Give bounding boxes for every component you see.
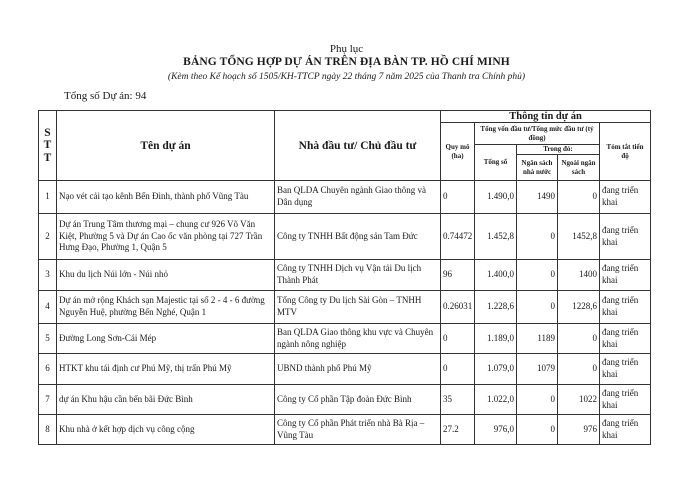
cell-scale: 27.2 <box>441 415 475 445</box>
col-stt: STT <box>39 111 57 181</box>
cell-status: đang triển khai <box>600 214 651 260</box>
cell-investor: Ban QLDA Chuyên ngành Giao thông và Dân dụng <box>275 181 441 214</box>
col-status: Tóm tắt tiến độ <box>600 123 651 181</box>
cell-total: 1.189,0 <box>475 324 517 354</box>
table-row <box>39 260 651 291</box>
cell-investor: UBND thành phố Phú Mỹ <box>275 354 441 385</box>
cell-status: đang triển khai <box>600 260 651 291</box>
cell-stt: 5 <box>39 324 57 354</box>
cell-state: 0 <box>517 260 558 291</box>
cell-investor: Công ty Cổ phần Tập đoàn Đức Bình <box>275 385 441 415</box>
col-of-which: Trong đó: <box>517 145 600 155</box>
cell-project: Nạo vét cải tạo kênh Bến Đình, thành phố Vũng Tàu <box>57 181 275 214</box>
projects-table <box>38 110 651 445</box>
table-row <box>39 214 651 260</box>
cell-non-state: 0 <box>558 181 600 214</box>
table-row <box>39 181 651 214</box>
cell-scale: 0 <box>441 181 475 214</box>
table-row <box>39 385 651 415</box>
col-project: Tên dự án <box>57 111 275 181</box>
cell-project: dự án Khu hậu cần bến bãi Đức Bình <box>57 385 275 415</box>
cell-stt: 2 <box>39 214 57 260</box>
cell-investor: Tổng Công ty Du lịch Sài Gòn – TNHH MTV <box>275 291 441 324</box>
col-capital-group: Tổng vốn đầu tư/Tổng mức đầu tư (tỷ đồng) <box>475 123 600 145</box>
cell-investor: Công ty TNHH Dịch vụ Vận tải Du lịch Thành Phát <box>275 260 441 291</box>
total-projects: Tổng số Dự án: 94 <box>64 90 147 102</box>
cell-non-state: 0 <box>558 324 600 354</box>
cell-state: 0 <box>517 415 558 445</box>
cell-investor: Công ty Cổ phần Phát triển nhà Bà Rịa – Vũng Tàu <box>275 415 441 445</box>
cell-total: 1.452,8 <box>475 214 517 260</box>
cell-total: 976,0 <box>475 415 517 445</box>
cell-scale: 0.26031 <box>441 291 475 324</box>
cell-total: 1.228,6 <box>475 291 517 324</box>
cell-scale: 0.74472 <box>441 214 475 260</box>
cell-project: Đường Long Sơn-Cái Mép <box>57 324 275 354</box>
cell-total: 1.079,0 <box>475 354 517 385</box>
cell-project: Dự án mở rộng Khách sạn Majestic tại số 2 - 4 - 6 đường Nguyễn Huệ, phường Bến Nghé, Quận 1 <box>57 291 275 324</box>
cell-scale: 35 <box>441 385 475 415</box>
cell-non-state: 1452,8 <box>558 214 600 260</box>
cell-state: 0 <box>517 214 558 260</box>
cell-investor: Công ty TNHH Bất động sản Tam Đức <box>275 214 441 260</box>
cell-stt: 6 <box>39 354 57 385</box>
cell-scale: 0 <box>441 354 475 385</box>
cell-total: 1.400,0 <box>475 260 517 291</box>
cell-non-state: 1022 <box>558 385 600 415</box>
cell-state: 0 <box>517 385 558 415</box>
cell-total: 1.022,0 <box>475 385 517 415</box>
cell-status: đang triển khai <box>600 291 651 324</box>
cell-project: Khu du lịch Núi lớn - Núi nhỏ <box>57 260 275 291</box>
cell-status: đang triển khai <box>600 181 651 214</box>
cell-state: 1079 <box>517 354 558 385</box>
cell-status: đang triển khai <box>600 415 651 445</box>
table-row <box>39 291 651 324</box>
cell-project: HTKT khu tái định cư Phú Mỹ, thị trấn Phú Mỹ <box>57 354 275 385</box>
col-info-group: Thông tin dự án <box>441 111 651 123</box>
cell-project: Khu nhà ở kết hợp dịch vụ công cộng <box>57 415 275 445</box>
col-scale: Quy mô (ha) <box>441 123 475 181</box>
cell-total: 1.490,0 <box>475 181 517 214</box>
cell-state: 0 <box>517 291 558 324</box>
document-title: BẢNG TỔNG HỢP DỰ ÁN TRÊN ĐỊA BÀN TP. HỒ CHÍ MINH <box>183 56 510 68</box>
col-state-budget: Ngân sách nhà nước <box>517 155 558 181</box>
col-non-state: Ngoài ngân sách <box>558 155 600 181</box>
cell-project: Dự án Trung Tâm thương mại – chung cư 926 Võ Văn Kiệt, Phường 5 và Dự án Cao ốc văn phòng tại 727 Trần Hưng Đạo, Phường 1, Quận 5 <box>57 214 275 260</box>
cell-non-state: 1228,6 <box>558 291 600 324</box>
cell-status: đang triển khai <box>600 324 651 354</box>
cell-status: đang triển khai <box>600 385 651 415</box>
cell-state: 1189 <box>517 324 558 354</box>
table-row <box>39 354 651 385</box>
cell-stt: 4 <box>39 291 57 324</box>
col-investor: Nhà đầu tư/ Chủ đầu tư <box>275 111 441 181</box>
document-subtitle: (Kèm theo Kế hoạch số 1505/KH-TTCP ngày 22 tháng 7 năm 2025 của Thanh tra Chính phủ) <box>167 72 526 82</box>
appendix-label: Phụ lục <box>329 43 364 55</box>
cell-scale: 96 <box>441 260 475 291</box>
table-row <box>39 415 651 445</box>
cell-scale: 0 <box>441 324 475 354</box>
cell-non-state: 0 <box>558 354 600 385</box>
col-total: Tổng số <box>475 145 517 181</box>
cell-status: đang triển khai <box>600 354 651 385</box>
cell-non-state: 976 <box>558 415 600 445</box>
cell-stt: 3 <box>39 260 57 291</box>
cell-investor: Ban QLDA Giao thông khu vực và Chuyên ngành nông nghiệp <box>275 324 441 354</box>
cell-stt: 8 <box>39 415 57 445</box>
cell-non-state: 1400 <box>558 260 600 291</box>
cell-state: 1490 <box>517 181 558 214</box>
cell-stt: 1 <box>39 181 57 214</box>
table-row <box>39 324 651 354</box>
cell-stt: 7 <box>39 385 57 415</box>
